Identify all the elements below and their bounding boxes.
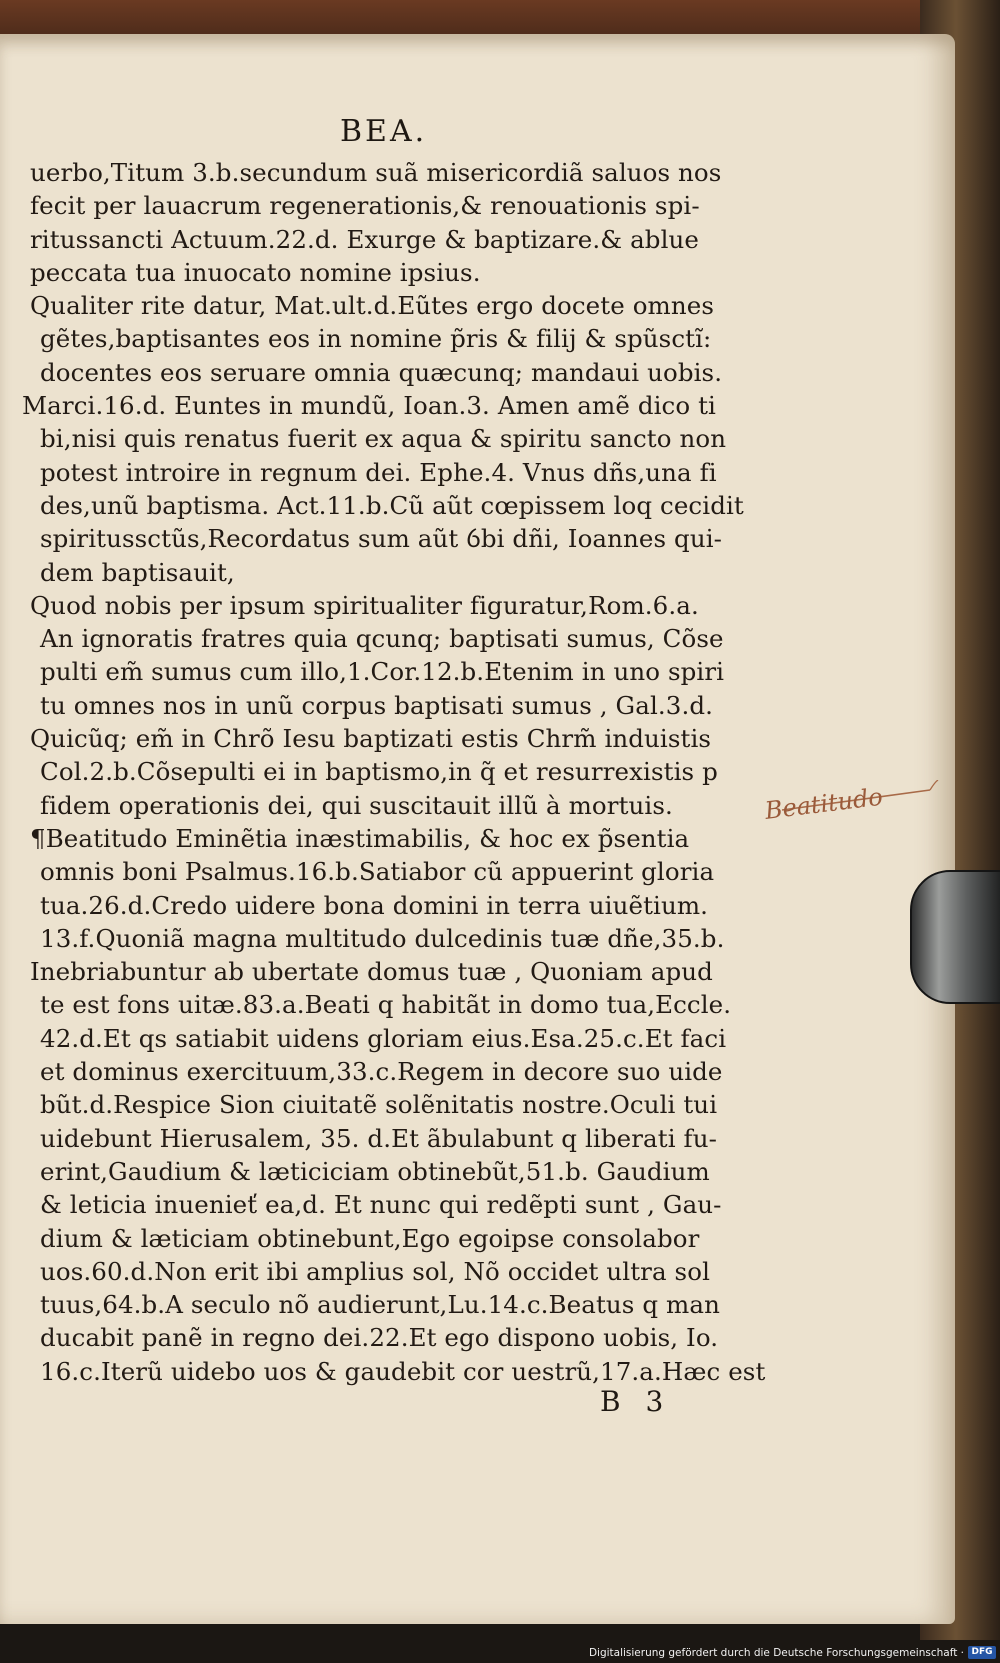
text-line: potest introire in regnum dei. Ephe.4. Vnus dñs,una fi [40,457,717,487]
text-line: tua.26.d.Credo uidere bona domini in terra uiuẽtium. [40,890,709,920]
text-line: Quod nobis per ipsum spiritualiter figuratur,Rom.6.a. [30,590,699,620]
text-line: 42.d.Et qs satiabit uidens gloriam eius.Esa.25.c.Et faci [40,1023,727,1053]
text-line: 16.c.Iterũ uidebo uos & gaudebit cor uestrũ,17.a.Hæc est [40,1356,766,1386]
footer-strip [0,1640,1000,1663]
text-line: ducabit panẽ in regno dei.22.Et ego dispono uobis, Io. [40,1323,719,1353]
text-line: Qualiter rite datur, Mat.ult.d.Eũtes ergo docete omnes [30,291,715,321]
text-line: docentes eos seruare omnia quæcunq; mandaui uobis. [40,357,723,387]
dfg-logo-icon: DFG [968,1646,996,1659]
text-line: fecit per lauacrum regenerationis,& renouationis spi- [30,191,700,221]
text-line: dem baptisauit, [40,557,235,587]
text-line: pulti em̃ sumus cum illo,1.Cor.12.b.Etenim in uno spiri [40,657,725,687]
text-line: dium & læticiam obtinebunt,Ego egoipse consolabor [40,1223,700,1253]
text-line: uerbo,Titum 3.b.secundum suã misericordiã saluos nos [30,158,722,187]
text-line: bũt.d.Respice Sion ciuitatẽ solẽnitatis nostre.Oculi tui [40,1090,718,1120]
text-line: & leticia inuenieť ea,d. Et nunc qui redẽpti sunt , Gau- [40,1190,722,1220]
text-line: uidebunt Hierusalem, 35. d.Et ãbulabunt q liberati fu- [40,1123,717,1153]
text-line: gẽtes,baptisantes eos in nomine p̃ris & filij & spũsctĩ: [40,324,712,354]
text-line: erint,Gaudium & læticiciam obtinebũt,51.b. Gaudium [40,1156,710,1186]
signature-mark: B 3 [600,1385,672,1418]
text-line: 13.f.Quoniã magna multitudo dulcedinis tuæ dñe,35.b. [40,923,725,953]
text-line: uos.60.d.Non erit ibi amplius sol, Nõ occidet ultra sol [40,1256,711,1286]
text-line: Col.2.b.Cõsepulti ei in baptismo,in q̃ et resurrexistis p [40,757,718,787]
text-line: spiritussctũs,Recordatus sum aũt ỽbi dñi, Ioannes qui- [40,524,723,554]
text-line: ritussancti Actuum.22.d. Exurge & baptizare.& ablue [30,224,699,254]
text-line: bi,nisi quis renatus fuerit ex aqua & spiritu sancto non [40,424,727,454]
text-line: Inebriabuntur ab ubertate domus tuæ , Quoniam apud [30,957,713,987]
footer-credit: Digitalisierung gefördert durch die Deutsche Forschungsgemeinschaft · [588,1647,964,1659]
text-line: te est fons uitæ.83.a.Beati q habitãt in domo tua,Eccle. [40,990,732,1020]
page-clip [910,870,1000,1004]
text-line: des,unũ baptisma. Act.11.b.Cũ aũt cœpissem loq cecidit [40,490,744,520]
text-line: omnis boni Psalmus.16.b.Satiabor cũ appuerint gloria [40,857,715,887]
text-line: ¶Beatitudo Eminẽtia inæstimabilis, & hoc ex p̃sentia [30,823,690,853]
running-head: BEA. [340,114,428,149]
text-line: tuus,64.b.A seculo nõ audierunt,Lu.14.c.Beatus q man [40,1290,720,1320]
text-line: tu omnes nos in unũ corpus baptisati sumus , Gal.3.d. [40,690,714,720]
text-line: fidem operationis dei, qui suscitauit illũ à mortuis. [40,790,673,820]
text-line: et dominus exercituum,33.c.Regem in decore suo uide [40,1057,723,1087]
text-line: peccata tua inuocato nomine ipsius. [30,257,481,287]
text-line: An ignoratis fratres quia qcunq; baptisati sumus, Cõse [40,624,724,654]
handwritten-margin-note: Beatitudo [763,782,885,825]
body-text [22,156,766,1388]
text-line: Marci.16.d. Euntes in mundũ, Ioan.3. Amen amẽ dico ti [22,391,716,421]
text-line: Quicũq; em̃ in Chrõ Iesu baptizati estis Chrm̃ induistis [30,724,712,754]
